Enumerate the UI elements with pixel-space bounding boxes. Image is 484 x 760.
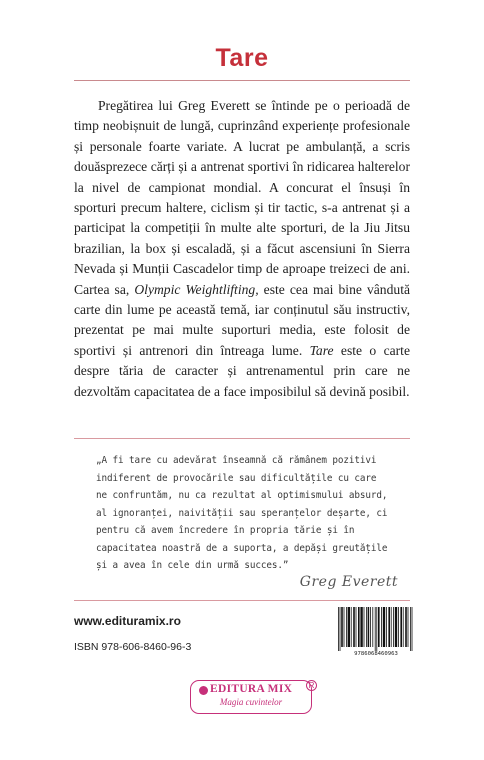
bio-text-part2: este cea mai bine vândută carte din lume pe această temă, iar conținutul său instructiv, prezentat pe mai multe suporturi media, este folosit de sportivi și antrenori din întreaga lume. (74, 281, 411, 358)
book-title: Tare (215, 44, 269, 72)
bio-book-title: Olympic Weightlifting, (134, 281, 259, 297)
author-bio-paragraph (74, 96, 410, 402)
bio-title-reference: Tare (309, 342, 334, 358)
bio-text-part1: Pregătirea lui Greg Everett se întinde pe o perioadă de timp neobișnuit de lungă, cuprinzând experiențe profesionale și personale foarte variate. A lucrat pe ambulanță, a scris douăsprezece cărți și a antrenat sportivi în ridicarea halterelor la nivel de campionat mondial. A concurat el însuși în sporturi precum haltere, ciclism și tir tactic, s-a antrenat și a participat la competiții în multe alte sporturi, de la Jiu Jitsu brazilian, la box și escaladă, și a făcut ascensiuni în Sierra Nevada și Munții Cascadelor timp de aproape treizeci de ani. Cartea sa, (74, 98, 410, 297)
quote-text: „A fi tare cu adevărat înseamnă că rămânem pozitivi indiferent de provocările sau dificultățile cu care ne confruntăm, nu ca rezultat al optimismului absurd, al ignoranței, naivității sau speranțelor deșarte, ci pentru că avem încredere în propria tărie și în capacitatea noastră de a suporta, a depăși greutățile și a avea în cele din urmă succes.” (96, 455, 388, 571)
publisher-website: www.edituramix.ro (74, 614, 181, 628)
publisher-logo (190, 680, 312, 714)
quote-author: Greg Everett (299, 574, 398, 590)
logo-flower-icon (199, 686, 208, 695)
registered-trademark-icon: R (306, 680, 317, 691)
quote-bottom-divider (74, 600, 410, 601)
logo-name: EDITURA MIX (210, 683, 293, 695)
barcode-icon (338, 607, 414, 651)
barcode-number: 9786068460963 (354, 651, 398, 657)
quote-top-divider (74, 438, 410, 439)
isbn-label: ISBN 978-606-8460-96-3 (74, 641, 192, 653)
title-divider (74, 80, 410, 81)
logo-tagline: Magia cuvintelor (219, 697, 283, 707)
bio-text-part3: este o carte despre tăria de caracter și antrenamentul prin care ne dezvoltăm capacitatea de a face imposibilul să devină posibil. (74, 342, 410, 399)
